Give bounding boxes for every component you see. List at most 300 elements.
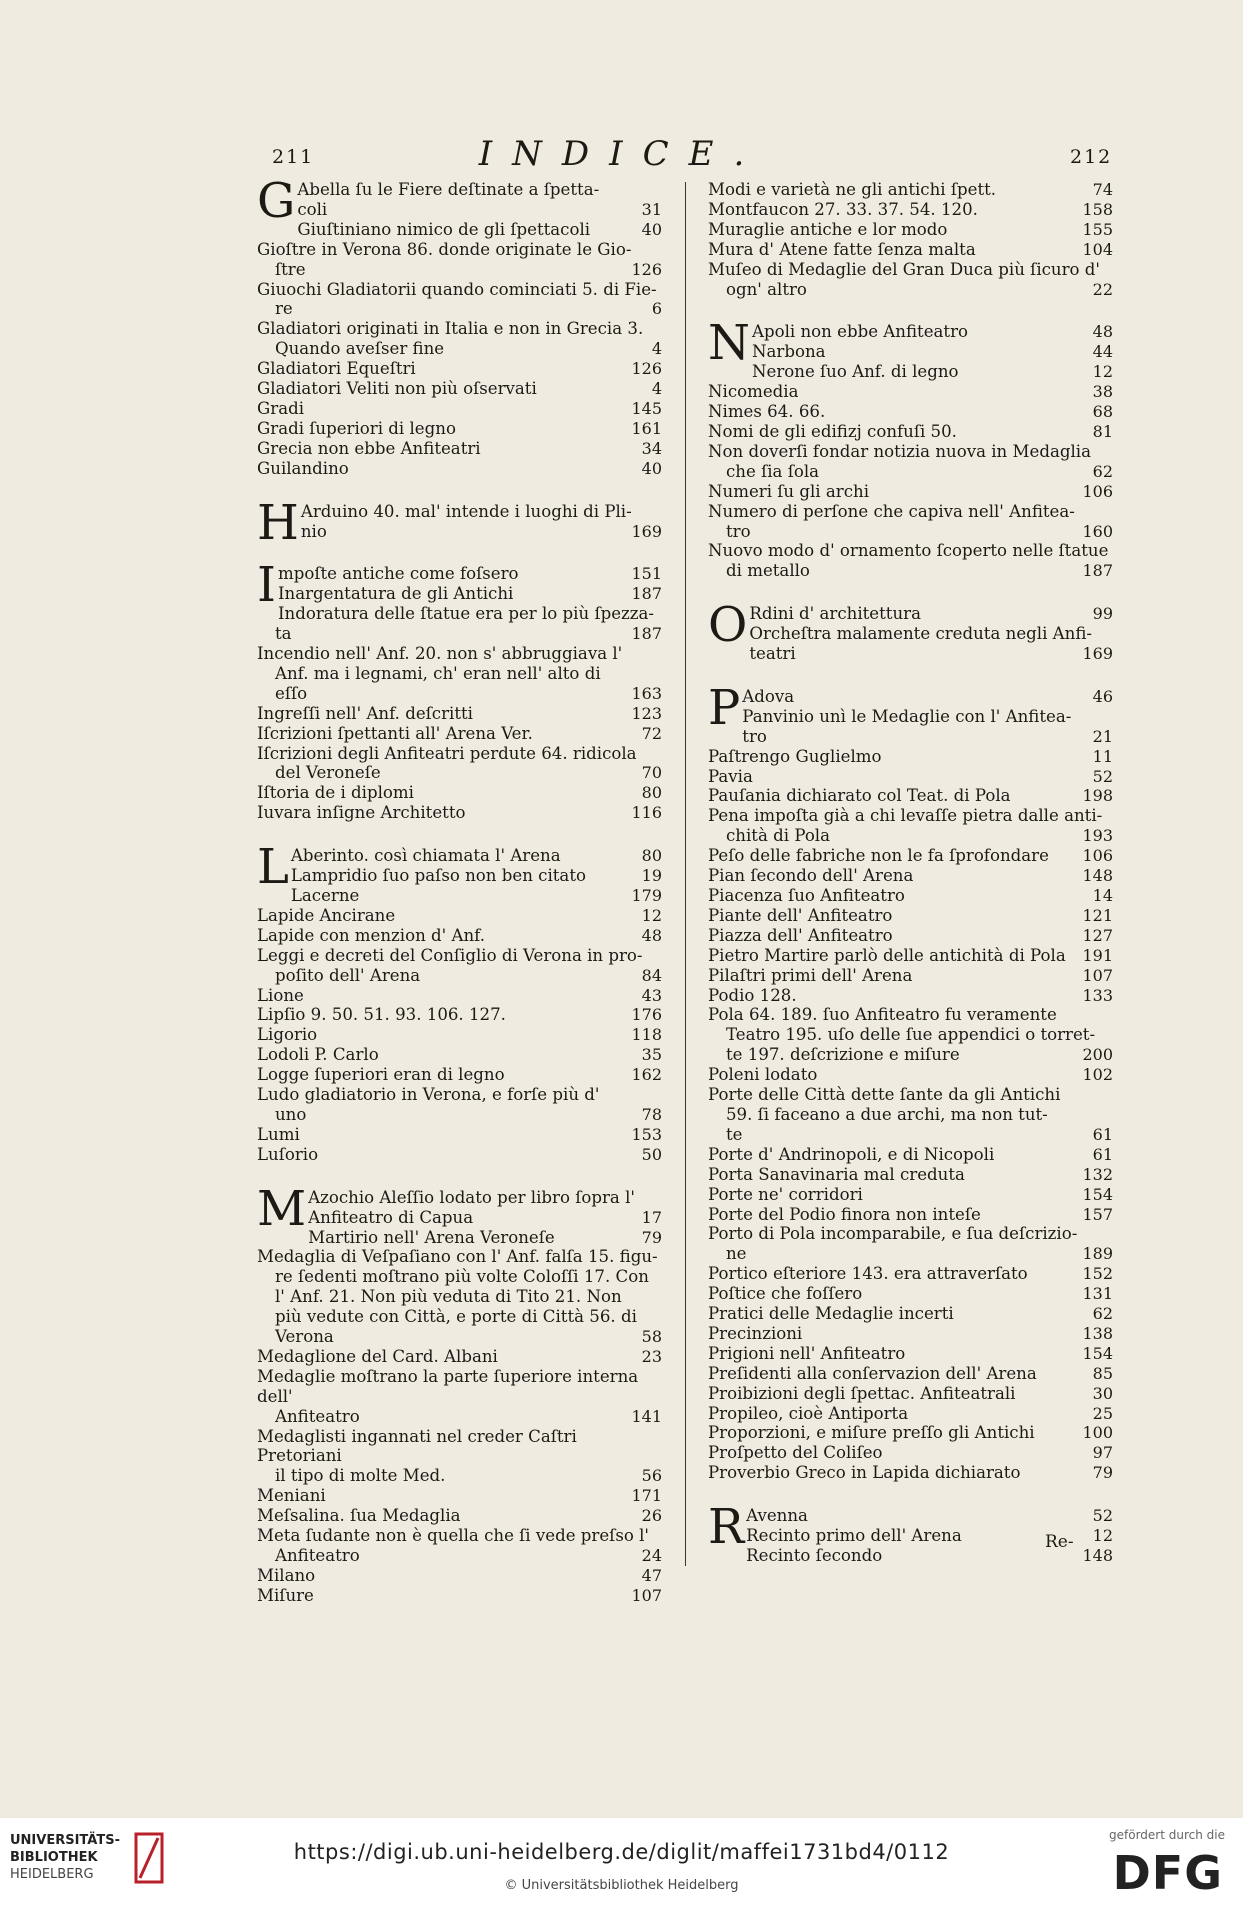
entry-text: Proſpetto del Coliſeo: [708, 1443, 883, 1463]
entry-text: Panvinio unì le Medaglie con l' Anfitea-: [742, 706, 1072, 726]
entry-text: Portico eſteriore 143. era attraverſato: [708, 1264, 1028, 1284]
entry-text: Leggi e decreti del Conſiglio di Verona in pro-: [257, 945, 643, 965]
entry-text: Pavia: [708, 766, 753, 786]
entry-text: mpoſte antiche come foſsero: [277, 564, 519, 584]
index-entry: [708, 342, 1113, 362]
index-entry: [257, 604, 662, 644]
entry-text: Montfaucon 27. 33. 37. 54. 120.: [708, 199, 978, 219]
entry-text: Pietro Martire parlò delle antichità di Pola: [708, 945, 1066, 965]
entry-pages: 79: [1092, 1463, 1113, 1483]
entry-pages: 171: [631, 1486, 662, 1506]
entry-pages: 61: [1092, 1144, 1113, 1164]
entry-pages: 62: [1092, 1304, 1113, 1324]
entry-text: re: [275, 299, 293, 319]
entry-pages: 17: [641, 1207, 662, 1227]
entry-pages: 26: [641, 1506, 662, 1526]
entry-pages: 116: [631, 803, 662, 823]
entry-text: Pian ſecondo dell' Arena: [708, 866, 914, 886]
entry-pages: 127: [1082, 925, 1113, 945]
entry-text: Gladiatori originati in Italia e non in Grecia 3.: [257, 319, 644, 339]
entry-text: Quando aveſser fine: [275, 339, 445, 359]
entry-text: Modi e varietà ne gli antichi ſpett.: [708, 180, 997, 199]
entry-text: Lapide Ancirane: [257, 905, 396, 925]
entry-text: Pena impoſta già a chi levaſſe pietra dalle anti-: [708, 806, 1103, 826]
entry-pages: 126: [631, 259, 662, 279]
entry-pages: 148: [1082, 1546, 1113, 1565]
index-entry: [257, 1247, 662, 1347]
entry-text: Porte delle Città dette ſante da gli Antichi: [708, 1085, 1061, 1105]
entry-text: Precinzioni: [708, 1323, 803, 1343]
index-entry: [257, 1367, 662, 1427]
entry-text: Meta ſudante non è quella che ſi vede preſso l': [257, 1526, 649, 1546]
entry-text: Apoli non ebbe Anfiteatro: [752, 322, 968, 342]
entry-pages: 78: [641, 1104, 662, 1124]
entry-text: Gradi ſuperiori di legno: [257, 418, 456, 438]
index-section: [257, 494, 662, 551]
index-entry: [257, 1427, 662, 1487]
index-entry: [708, 767, 1113, 787]
index-entry: [708, 502, 1113, 542]
index-section: [257, 173, 662, 479]
entry-pages: 43: [641, 985, 662, 1005]
entry-text: Lacerne: [290, 886, 360, 905]
entry-text: Proverbio Greco in Lapida dichiarato: [708, 1463, 1021, 1483]
entry-text: Logge ſuperiori eran di legno: [257, 1065, 505, 1085]
entry-pages: 104: [1082, 239, 1113, 259]
entry-pages: 47: [641, 1565, 662, 1585]
entry-text: del Veroneſe: [275, 763, 381, 783]
entry-text: Medaglie moſtrano la parte ſuperiore interna dell': [257, 1366, 639, 1406]
index-entry: [708, 1185, 1113, 1205]
entry-pages: 158: [1082, 199, 1113, 219]
drop-capital: P: [708, 679, 741, 736]
entry-text: più vedute con Città, e porte di Città 56. di: [275, 1307, 637, 1327]
entry-text: Grecia non ebbe Anfiteatri: [257, 438, 481, 458]
index-entry: [257, 1566, 662, 1586]
entry-text: Ludo gladiatorio in Verona, e forſe più d': [257, 1085, 600, 1105]
entry-text: coli: [297, 199, 328, 219]
index-entry: [708, 1324, 1113, 1344]
entry-pages: 81: [1092, 421, 1113, 441]
entry-pages: 46: [1092, 686, 1113, 706]
entry-text: Aberinto. così chiamata l' Arena: [290, 846, 561, 866]
index-entry: [257, 1025, 662, 1045]
entry-pages: 169: [1082, 644, 1113, 664]
entry-text: Recinto primo dell' Arena: [746, 1526, 962, 1546]
entry-text: ogn' altro: [726, 279, 807, 299]
entry-pages: 44: [1092, 342, 1113, 362]
entry-text: Gladiatori Equeſtri: [257, 359, 416, 379]
drop-capital: O: [708, 597, 748, 654]
index-entry: [708, 624, 1113, 664]
entry-pages: 38: [1092, 382, 1113, 402]
index-entry: [257, 240, 662, 280]
entry-pages: 151: [631, 564, 662, 584]
index-entry: [257, 399, 662, 419]
entry-pages: 34: [641, 438, 662, 458]
index-entry: [708, 846, 1113, 866]
index-column-right: [708, 180, 1113, 1589]
index-entry: [708, 1005, 1113, 1065]
page-number-right: 212: [1070, 146, 1113, 168]
index-entry: [708, 1506, 1113, 1526]
index-entry: [708, 362, 1113, 382]
entry-text: Porto di Pola incomparabile, e ſua deſcrizio-: [708, 1224, 1078, 1244]
entry-text: Iſtoria de i diplomi: [257, 783, 414, 803]
entry-text: 59. ſi faceano a due archi, ma non tut-: [726, 1104, 1048, 1124]
entry-text: Pilaſtri primi dell' Arena: [708, 965, 913, 985]
entry-pages: 72: [641, 723, 662, 743]
entry-pages: 189: [1082, 1244, 1113, 1264]
entry-pages: 121: [1082, 905, 1113, 925]
entry-text: Iſcrizioni ſpettanti all' Arena Ver.: [257, 723, 533, 743]
entry-text: chità di Pola: [726, 826, 831, 846]
entry-text: re ſedenti moſtrano più volte Coloſſi 17. Con: [275, 1267, 649, 1287]
entry-text: Ligorio: [257, 1025, 318, 1045]
entry-text: di metallo: [726, 561, 810, 581]
entry-pages: 12: [641, 905, 662, 925]
entry-text: che ſia ſola: [726, 461, 820, 481]
index-entry: [708, 541, 1113, 581]
entry-text: Arduino 40. mal' intende i luoghi di Pli-: [300, 501, 632, 521]
entry-pages: 12: [1092, 362, 1113, 382]
index-entry: [257, 846, 662, 866]
entry-text: Recinto ſecondo: [746, 1546, 883, 1565]
entry-pages: 133: [1082, 985, 1113, 1005]
entry-text: ne: [726, 1244, 747, 1264]
entry-text: Numeri ſu gli archi: [708, 481, 870, 501]
index-entry: [257, 459, 662, 479]
index-entry: [257, 584, 662, 604]
entry-pages: 152: [1082, 1264, 1113, 1284]
entry-text: Adova: [742, 686, 795, 706]
entry-text: Pratici delle Medaglie incerti: [708, 1304, 954, 1324]
entry-text: uno: [275, 1104, 307, 1124]
index-section: [708, 180, 1113, 299]
entry-pages: 198: [1082, 786, 1113, 806]
entry-text: poſito dell' Arena: [275, 965, 421, 985]
entry-text: Propileo, cioè Antiporta: [708, 1403, 909, 1423]
entry-pages: 56: [641, 1466, 662, 1486]
entry-text: Avenna: [746, 1506, 808, 1526]
entry-text: Gradi: [257, 398, 305, 418]
entry-pages: 50: [641, 1144, 662, 1164]
entry-text: Lodoli P. Carlo: [257, 1045, 379, 1065]
entry-text: Anfiteatro di Capua: [308, 1207, 474, 1227]
index-entry: [708, 1463, 1113, 1483]
entry-pages: 154: [1082, 1184, 1113, 1204]
entry-pages: 25: [1092, 1403, 1113, 1423]
entry-pages: 200: [1082, 1045, 1113, 1065]
entry-text: Poleni lodato: [708, 1065, 818, 1085]
index-column-left: [257, 173, 662, 1629]
drop-capital: I: [257, 557, 276, 614]
catchword: Re-: [1045, 1532, 1074, 1552]
entry-text: eſſo: [275, 683, 308, 703]
entry-text: Indoratura delle ſtatue era per lo più ſpezza-: [277, 604, 655, 624]
entry-text: Iuvara inſigne Architetto: [257, 803, 466, 823]
entry-text: Azochio Aleſſio lodato per libro ſopra l': [308, 1187, 635, 1207]
entry-pages: 132: [1082, 1164, 1113, 1184]
entry-pages: 187: [631, 624, 662, 644]
entry-text: Preſidenti alla conſervazion dell' Arena: [708, 1363, 1037, 1383]
entry-pages: 107: [1082, 965, 1113, 985]
index-entry: [257, 439, 662, 459]
entry-pages: 40: [641, 458, 662, 478]
entry-text: Rdini d' architettura: [749, 604, 921, 624]
entry-text: Gioſtre in Verona 86. donde originate le Gio-: [257, 239, 632, 259]
entry-text: Meniani: [257, 1486, 326, 1506]
entry-text: ſtre: [275, 259, 306, 279]
index-entry: [257, 644, 662, 704]
index-entry: [708, 1423, 1113, 1443]
index-entry: [708, 180, 1113, 200]
index-entry: [257, 319, 662, 359]
index-entry: [257, 744, 662, 784]
index-entry: [708, 1224, 1113, 1264]
entry-text: Medaglisti ingannati nel creder Caſtri Pretoriani: [257, 1426, 577, 1466]
library-name-line3: HEIDELBERG: [10, 1867, 94, 1882]
entry-pages: 52: [1092, 1506, 1113, 1526]
entry-pages: 12: [1092, 1526, 1113, 1546]
entry-text: Ingreſſi nell' Anf. deſcritti: [257, 703, 473, 723]
entry-pages: 22: [1092, 279, 1113, 299]
index-entry: [708, 1165, 1113, 1185]
entry-text: Nerone ſuo Anf. di legno: [752, 362, 959, 382]
index-entry: [708, 200, 1113, 220]
index-entry: [708, 747, 1113, 767]
index-section: [257, 1180, 662, 1606]
index-entry: [257, 1347, 662, 1367]
entry-text: Lipſio 9. 50. 51. 93. 106. 127.: [257, 1005, 506, 1025]
entry-pages: 23: [641, 1346, 662, 1366]
entry-pages: 52: [1092, 766, 1113, 786]
index-entry: [257, 783, 662, 803]
drop-capital: L: [257, 839, 289, 896]
index-entry: [257, 1005, 662, 1025]
index-entry: [708, 1284, 1113, 1304]
index-entry: [708, 1304, 1113, 1324]
column-divider: [685, 182, 686, 1566]
entry-pages: 62: [1092, 461, 1113, 481]
entry-pages: 191: [1082, 945, 1113, 965]
index-entry: [708, 906, 1113, 926]
entry-pages: 157: [1082, 1204, 1113, 1224]
index-entry: [257, 1586, 662, 1606]
entry-text: Numero di perſone che capiva nell' Anfitea-: [708, 501, 1075, 521]
index-entry: [708, 1384, 1113, 1404]
entry-pages: 85: [1092, 1363, 1113, 1383]
entry-pages: 70: [641, 763, 662, 783]
entry-text: Nuovo modo d' ornamento ſcoperto nelle ſtatue: [708, 541, 1109, 561]
entry-text: Guilandino: [257, 458, 349, 478]
entry-text: Orcheſtra malamente creduta negli Anfi-: [749, 624, 1092, 644]
index-entry: [257, 946, 662, 986]
library-name-line1: UNIVERSITÄTS-: [10, 1833, 120, 1848]
entry-pages: 118: [631, 1025, 662, 1045]
entry-pages: 106: [1082, 481, 1113, 501]
entry-text: Anf. ma i legnami, ch' eran nell' alto di: [275, 663, 601, 683]
index-entry: [708, 1065, 1113, 1085]
entry-text: Nimes 64. 66.: [708, 402, 826, 422]
entry-pages: 102: [1082, 1065, 1113, 1085]
index-entry: [257, 379, 662, 399]
entry-text: Pauſania dichiarato col Teat. di Pola: [708, 786, 1011, 806]
index-entry: [257, 1065, 662, 1085]
index-entry: [257, 494, 662, 551]
entry-pages: 6: [651, 299, 662, 319]
index-entry: [257, 1085, 662, 1125]
entry-text: Anfiteatro: [275, 1546, 360, 1565]
entry-pages: 24: [641, 1546, 662, 1565]
index-entry: [708, 687, 1113, 707]
index-entry: [257, 419, 662, 439]
index-entry: [257, 1145, 662, 1165]
index-entry: [257, 986, 662, 1006]
entry-text: Gladiatori Veliti non più oſservati: [257, 379, 537, 399]
entry-text: Porte del Podio finora non inteſe: [708, 1204, 981, 1224]
entry-pages: 161: [631, 418, 662, 438]
index-entry: [257, 564, 662, 584]
entry-text: nio: [300, 521, 327, 541]
entry-text: Non doverſi fondar notizia nuova in Medaglia: [708, 441, 1091, 461]
entry-pages: 79: [641, 1227, 662, 1247]
index-entry: [257, 1045, 662, 1065]
entry-pages: 145: [631, 398, 662, 418]
index-entry: [708, 707, 1113, 747]
entry-pages: 138: [1082, 1323, 1113, 1343]
entry-pages: 187: [631, 584, 662, 604]
index-section: [257, 839, 662, 1165]
entry-text: Mura d' Atene fatte ſenza malta: [708, 239, 976, 259]
entry-pages: 106: [1082, 846, 1113, 866]
entry-pages: 176: [631, 1005, 662, 1025]
index-entry: [708, 866, 1113, 886]
entry-text: Proibizioni degli ſpettac. Anfiteatrali: [708, 1383, 1016, 1403]
entry-text: Nomi de gli edifizj confuſi 50.: [708, 421, 957, 441]
dfg-logo[interactable]: DFG: [1112, 1846, 1223, 1900]
index-entry: [257, 280, 662, 320]
index-entry: [708, 1443, 1113, 1463]
entry-pages: 61: [1092, 1124, 1113, 1144]
index-entry: [257, 1228, 662, 1248]
entry-text: Porta Sanavinaria mal creduta: [708, 1164, 965, 1184]
index-entry: [708, 422, 1113, 442]
entry-text: Martirio nell' Arena Veroneſe: [308, 1227, 555, 1247]
index-section: [708, 315, 1113, 581]
entry-pages: 187: [1082, 561, 1113, 581]
entry-pages: 155: [1082, 219, 1113, 239]
entry-pages: 58: [641, 1327, 662, 1347]
index-entry: [708, 482, 1113, 502]
entry-pages: 126: [631, 359, 662, 379]
index-entry: [708, 806, 1113, 846]
entry-pages: 107: [631, 1585, 662, 1605]
entry-text: Giuſtiniano nimico de gli ſpettacoli: [297, 219, 591, 239]
drop-capital: N: [708, 315, 750, 372]
entry-pages: 179: [631, 886, 662, 905]
entry-text: Poſtice che foſſero: [708, 1284, 863, 1304]
entry-pages: 31: [641, 199, 662, 219]
index-entry: [708, 966, 1113, 986]
entry-text: Prigioni nell' Anfiteatro: [708, 1343, 906, 1363]
entry-text: Lapide con menzion d' Anf.: [257, 925, 486, 945]
index-section: [708, 679, 1113, 1483]
entry-pages: 193: [1082, 826, 1113, 846]
entry-text: il tipo di molte Med.: [275, 1466, 446, 1486]
index-entry: [708, 1344, 1113, 1364]
entry-text: Piante dell' Anfiteatro: [708, 905, 893, 925]
viewer-footer: [0, 1818, 1243, 1909]
entry-pages: 4: [651, 339, 662, 359]
index-entry: [708, 240, 1113, 260]
entry-pages: 160: [1082, 521, 1113, 541]
entry-text: Giuochi Gladiatorii quando cominciati 5. di Fie-: [257, 279, 657, 299]
index-entry: [708, 786, 1113, 806]
entry-pages: 21: [1092, 726, 1113, 746]
entry-text: Anfiteatro: [275, 1406, 360, 1426]
entry-pages: 19: [641, 866, 662, 886]
page-title: INDICE.: [478, 134, 765, 174]
entry-text: Meſsalina. ſua Medaglia: [257, 1506, 461, 1526]
entry-text: Porte d' Andrinopoli, e di Nicopoli: [708, 1144, 995, 1164]
entry-text: Porte ne' corridori: [708, 1184, 863, 1204]
index-entry: [257, 906, 662, 926]
drop-capital: G: [257, 173, 296, 229]
index-entry: [708, 442, 1113, 482]
entry-text: Incendio nell' Anf. 20. non s' abbruggiava l': [257, 644, 623, 664]
entry-pages: 154: [1082, 1343, 1113, 1363]
entry-pages: 84: [641, 965, 662, 985]
permalink-url[interactable]: https://digi.ub.uni-heidelberg.de/diglit/maffei1731bd4/0112: [293, 1840, 950, 1864]
index-entry: [708, 322, 1113, 342]
index-entry: [708, 220, 1113, 240]
index-entry: [257, 1526, 662, 1566]
index-entry: [257, 1486, 662, 1506]
index-section: [708, 597, 1113, 664]
entry-pages: 141: [631, 1406, 662, 1426]
index-entry: [708, 1364, 1113, 1384]
index-entry: [708, 986, 1113, 1006]
index-entry: [257, 1506, 662, 1526]
index-entry: [257, 866, 662, 886]
entry-text: Nicomedia: [708, 382, 799, 402]
entry-pages: 30: [1092, 1383, 1113, 1403]
index-entry: [257, 724, 662, 744]
index-entry: [708, 402, 1113, 422]
copyright-notice: © Universitätsbibliothek Heidelberg: [504, 1878, 739, 1893]
index-entry: [257, 803, 662, 823]
entry-pages: 40: [641, 219, 662, 239]
index-entry: [708, 1085, 1113, 1145]
index-entry: [708, 1205, 1113, 1225]
index-entry: [257, 886, 662, 906]
index-entry: [708, 1264, 1113, 1284]
entry-text: Paſtrengo Guglielmo: [708, 746, 882, 766]
index-entry: [257, 704, 662, 724]
page-header: [0, 134, 1243, 178]
entry-text: Milano: [257, 1565, 316, 1585]
entry-pages: 68: [1092, 402, 1113, 422]
drop-capital: R: [708, 1499, 745, 1556]
library-name-line2: BIBLIOTHEK: [10, 1850, 98, 1865]
entry-text: Podio 128.: [708, 985, 797, 1005]
entry-text: te: [726, 1124, 743, 1144]
entry-text: Muſeo di Medaglie del Gran Duca più ſicuro d': [708, 259, 1100, 279]
entry-text: Lumi: [257, 1124, 300, 1144]
entry-text: tro: [742, 726, 767, 746]
entry-pages: 131: [1082, 1284, 1113, 1304]
